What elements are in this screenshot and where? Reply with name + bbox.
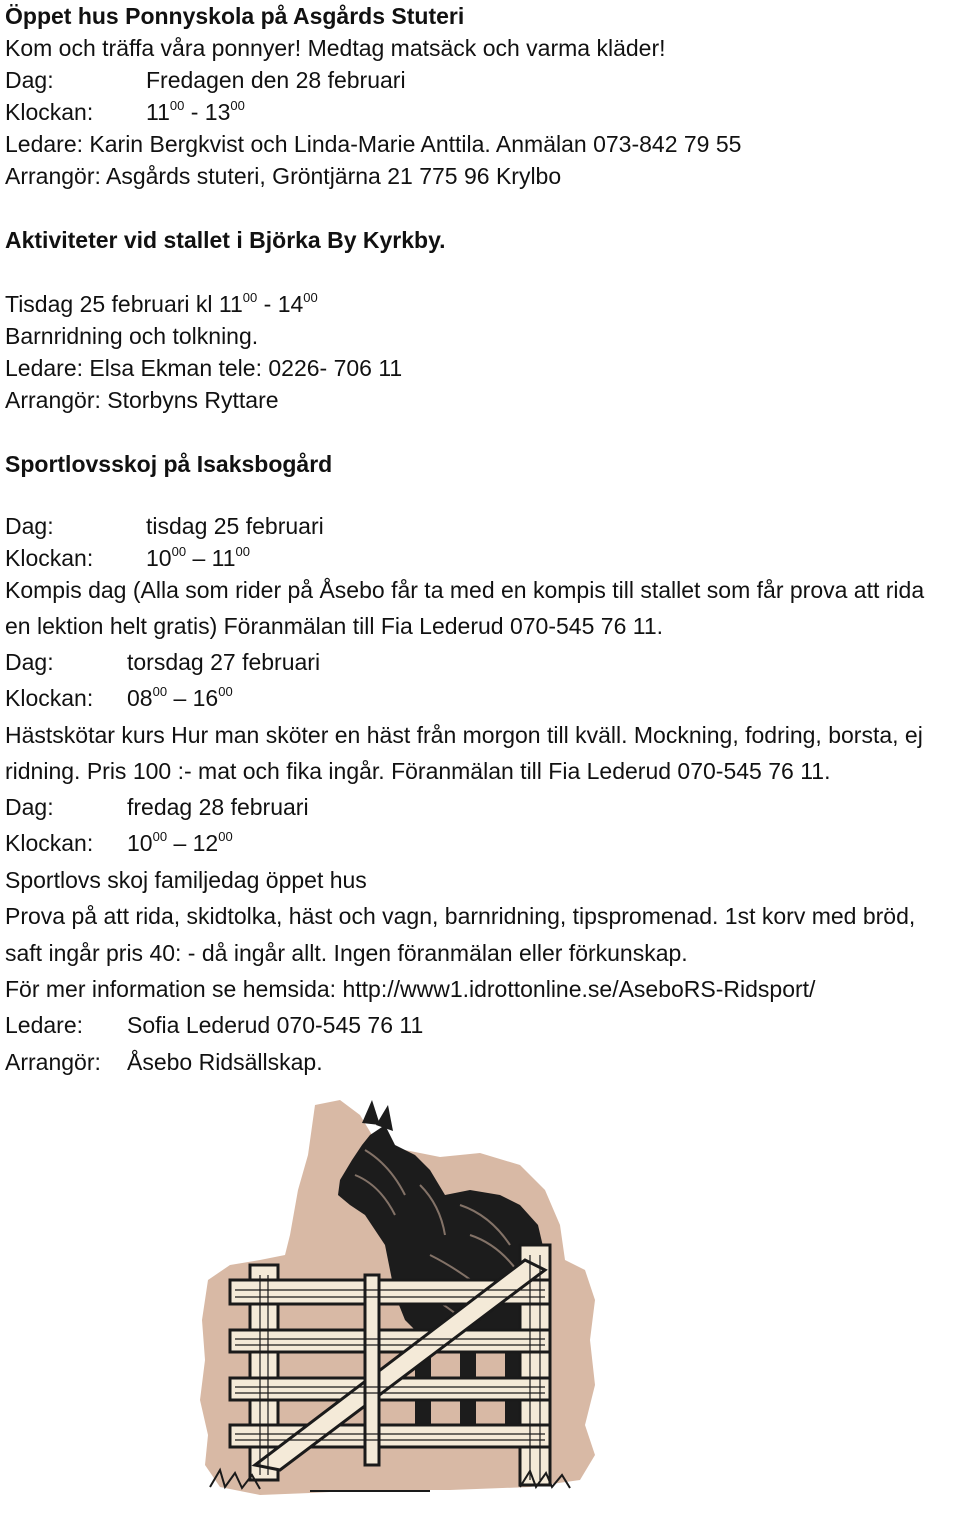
time-separator: – 12 (167, 830, 219, 856)
time-label: Klockan: (5, 830, 94, 856)
organizer-row (5, 1048, 323, 1076)
event-description: Prova på att rida, skidtolka, häst och vagn, barnridning, tipspromenad. 1st korv med bröd, (5, 903, 916, 929)
time-start-sup: 00 (171, 544, 187, 559)
event-description: Kompis dag (Alla som rider på Åsebo får ta med en kompis till stallet som får prova att rida (5, 577, 925, 603)
time-start-sup: 00 (152, 684, 168, 699)
day-row (5, 512, 324, 540)
time-row (5, 544, 250, 576)
time-separator: - 13 (184, 99, 231, 125)
time-end-sup: 00 (303, 290, 318, 305)
time-row (5, 98, 245, 130)
leader-row (5, 1011, 423, 1039)
leader-text: Ledare: Elsa Ekman tele: 0226- 706 11 (5, 355, 403, 381)
day-row (5, 793, 309, 821)
time-start: 08 (127, 685, 153, 711)
time-start-sup: 00 (242, 290, 258, 305)
day-label: Dag: (5, 649, 54, 675)
info-text: För mer information se hemsida: http://www1.idrottonline.se/AseboRS-Ridsport/ (5, 976, 816, 1002)
time-start: 10 (127, 830, 153, 856)
time-label: Klockan: (5, 685, 94, 711)
organizer-text: Arrangör: Storbyns Ryttare (5, 387, 279, 413)
day-value: fredag 28 februari (127, 794, 309, 820)
intro-text: Kom och träffa våra ponnyer! Medtag matsäck och varma kläder! (5, 35, 666, 61)
day-value: tisdag 25 februari (146, 513, 324, 539)
event-description: ridning. Pris 100 :- mat och fika ingår. Föranmälan till Fia Lederud 070-545 76 11. (5, 758, 831, 784)
day-value: torsdag 27 februari (127, 649, 321, 675)
event-description: saft ingår pris 40: - då ingår allt. Ingen föranmälan eller förkunskap. (5, 940, 688, 966)
time-separator: – 11 (186, 545, 236, 571)
time-start: 10 (146, 545, 172, 571)
horse-behind-gate-icon (190, 1095, 630, 1520)
section-title-isaksbogard: Sportlovsskoj på Isaksbogård (5, 451, 333, 477)
day-value: Fredagen den 28 februari (146, 67, 406, 93)
day-label: Dag: (5, 67, 54, 93)
time-separator: - 14 (257, 291, 304, 317)
time-prefix: Tisdag 25 februari kl 11 (5, 291, 243, 317)
time-start-sup: 00 (152, 829, 168, 844)
time-row (5, 290, 318, 322)
leaders-text: Ledare: Karin Bergkvist och Linda-Marie Anttila. Anmälan 073-842 79 55 (5, 131, 742, 157)
day-row (5, 648, 320, 676)
organizer-value: Åsebo Ridsällskap. (127, 1049, 323, 1075)
event-description: en lektion helt gratis) Föranmälan till Fia Lederud 070-545 76 11. (5, 613, 664, 639)
time-end-sup: 00 (230, 98, 245, 113)
time-row (5, 684, 233, 716)
time-separator: – 16 (167, 685, 219, 711)
leader-label: Ledare: (5, 1012, 84, 1038)
day-label: Dag: (5, 794, 54, 820)
time-end-sup: 00 (235, 544, 250, 559)
organizer-label: Arrangör: (5, 1049, 101, 1075)
time-end-sup: 00 (218, 829, 233, 844)
event-description: Hästskötar kurs Hur man sköter en häst från morgon till kväll. Mockning, fodring, borsta, ej (5, 722, 923, 748)
time-start-sup: 00 (169, 98, 185, 113)
event-subtitle: Sportlovs skoj familjedag öppet hus (5, 867, 367, 893)
time-row (5, 829, 233, 861)
time-label: Klockan: (5, 99, 94, 125)
day-row (5, 66, 406, 94)
organizer-text: Arrangör: Asgårds stuteri, Gröntjärna 21 775 96 Krylbo (5, 163, 562, 189)
section-title-asgards: Öppet hus Ponnyskola på Asgårds Stuteri (5, 3, 465, 29)
time-start: 11 (146, 99, 170, 125)
time-end-sup: 00 (218, 684, 233, 699)
section-title-bjorka: Aktiviteter vid stallet i Björka By Kyrkby. (5, 227, 446, 253)
activity-text: Barnridning och tolkning. (5, 323, 259, 349)
day-label: Dag: (5, 513, 54, 539)
leader-value: Sofia Lederud 070-545 76 11 (127, 1012, 424, 1038)
time-label: Klockan: (5, 545, 94, 571)
